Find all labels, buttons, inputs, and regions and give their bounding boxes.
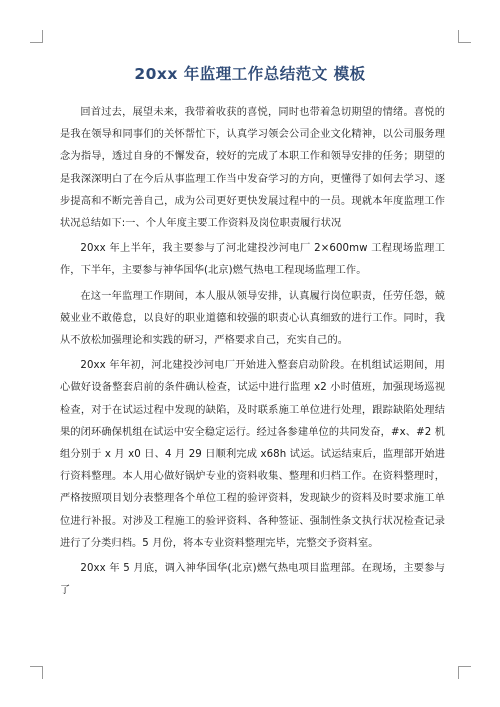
document-body [60,102,445,605]
crop-mark-top-right [458,30,471,43]
paragraph-1: 回首过去，展望未来，我带着收获的喜悦，同时也带着急切期望的情绪。喜悦的是我在领导和同事们的关怀帮忙下，认真学习领会公司企业文化精神，以公司服务理念为指导，透过自身的不懈发奋，较好的完成了本职工作和领导安排的任务；期望的是我深深明白了在今后从事监理工作当中发奋学习的方向，更懂得了如何去学习、逐步提高和不断完善自己，成为公司更好更快发展过程中的一员。现就本年度监理工作状况总结如下:一、个人年度主要工作资料及岗位职责履行状况 [60,107,445,230]
crop-mark-top-left [30,30,43,43]
paragraph-4: 20xx 年年初，河北建投沙河电厂开始进入整套启动阶段。在机组试运期间，用心做好设备整套启前的条件确认检查，试运中进行监理 x2 小时值班，加强现场巡视检查，对于在试运过程中发现的缺陷，及时联系施工单位进行处理，跟踪缺陷处理结果的闭环确保机组在试运中安全稳定运行。经过各参建单位的共同发奋，#x、#2 机组分别于 x 月 x0 日、4 月 29 日顺利完成 x68h 试运。试运结束后，监理部开始进行资料整理。本人用心做好锅炉专业的资料收集、整理和归档工作。在资料整理时，严格按照项目划分表整理各个单位工程的验评资料，发现缺少的资料及时要求施工单位进行补报。对涉及工程施工的验评资料、各种签证、强制性条文执行状况检查记录进行了分类归档。5 月份，将本专业资料整理完毕，完整交予资料室。 [60,360,445,549]
document-title: 20xx 年监理工作总结范文 模板 [134,65,366,83]
paragraph-3: 在这一年监理工作期间，本人服从领导安排，认真履行岗位职责，任劳任怨，兢兢业业不敢倦怠，以良好的职业道德和较强的职责心认真细致的进行工作。同时，我从不放松加强理论和实践的研习，严格要求自己，充实自己的。 [60,290,445,347]
paragraph-5: 20xx 年 5 月底，调入神华国华(北京)燃气热电项目监理部。在现场，主要参与了 [60,563,445,597]
crop-mark-bottom-left [30,666,43,679]
crop-mark-bottom-right [458,666,471,679]
paragraph-2: 20xx 年上半年，我主要参与了河北建投沙河电厂 2×600mw 工程现场监理工作，下半年，主要参与神华国华(北京)燃气热电工程现场监理工作。 [60,243,445,277]
